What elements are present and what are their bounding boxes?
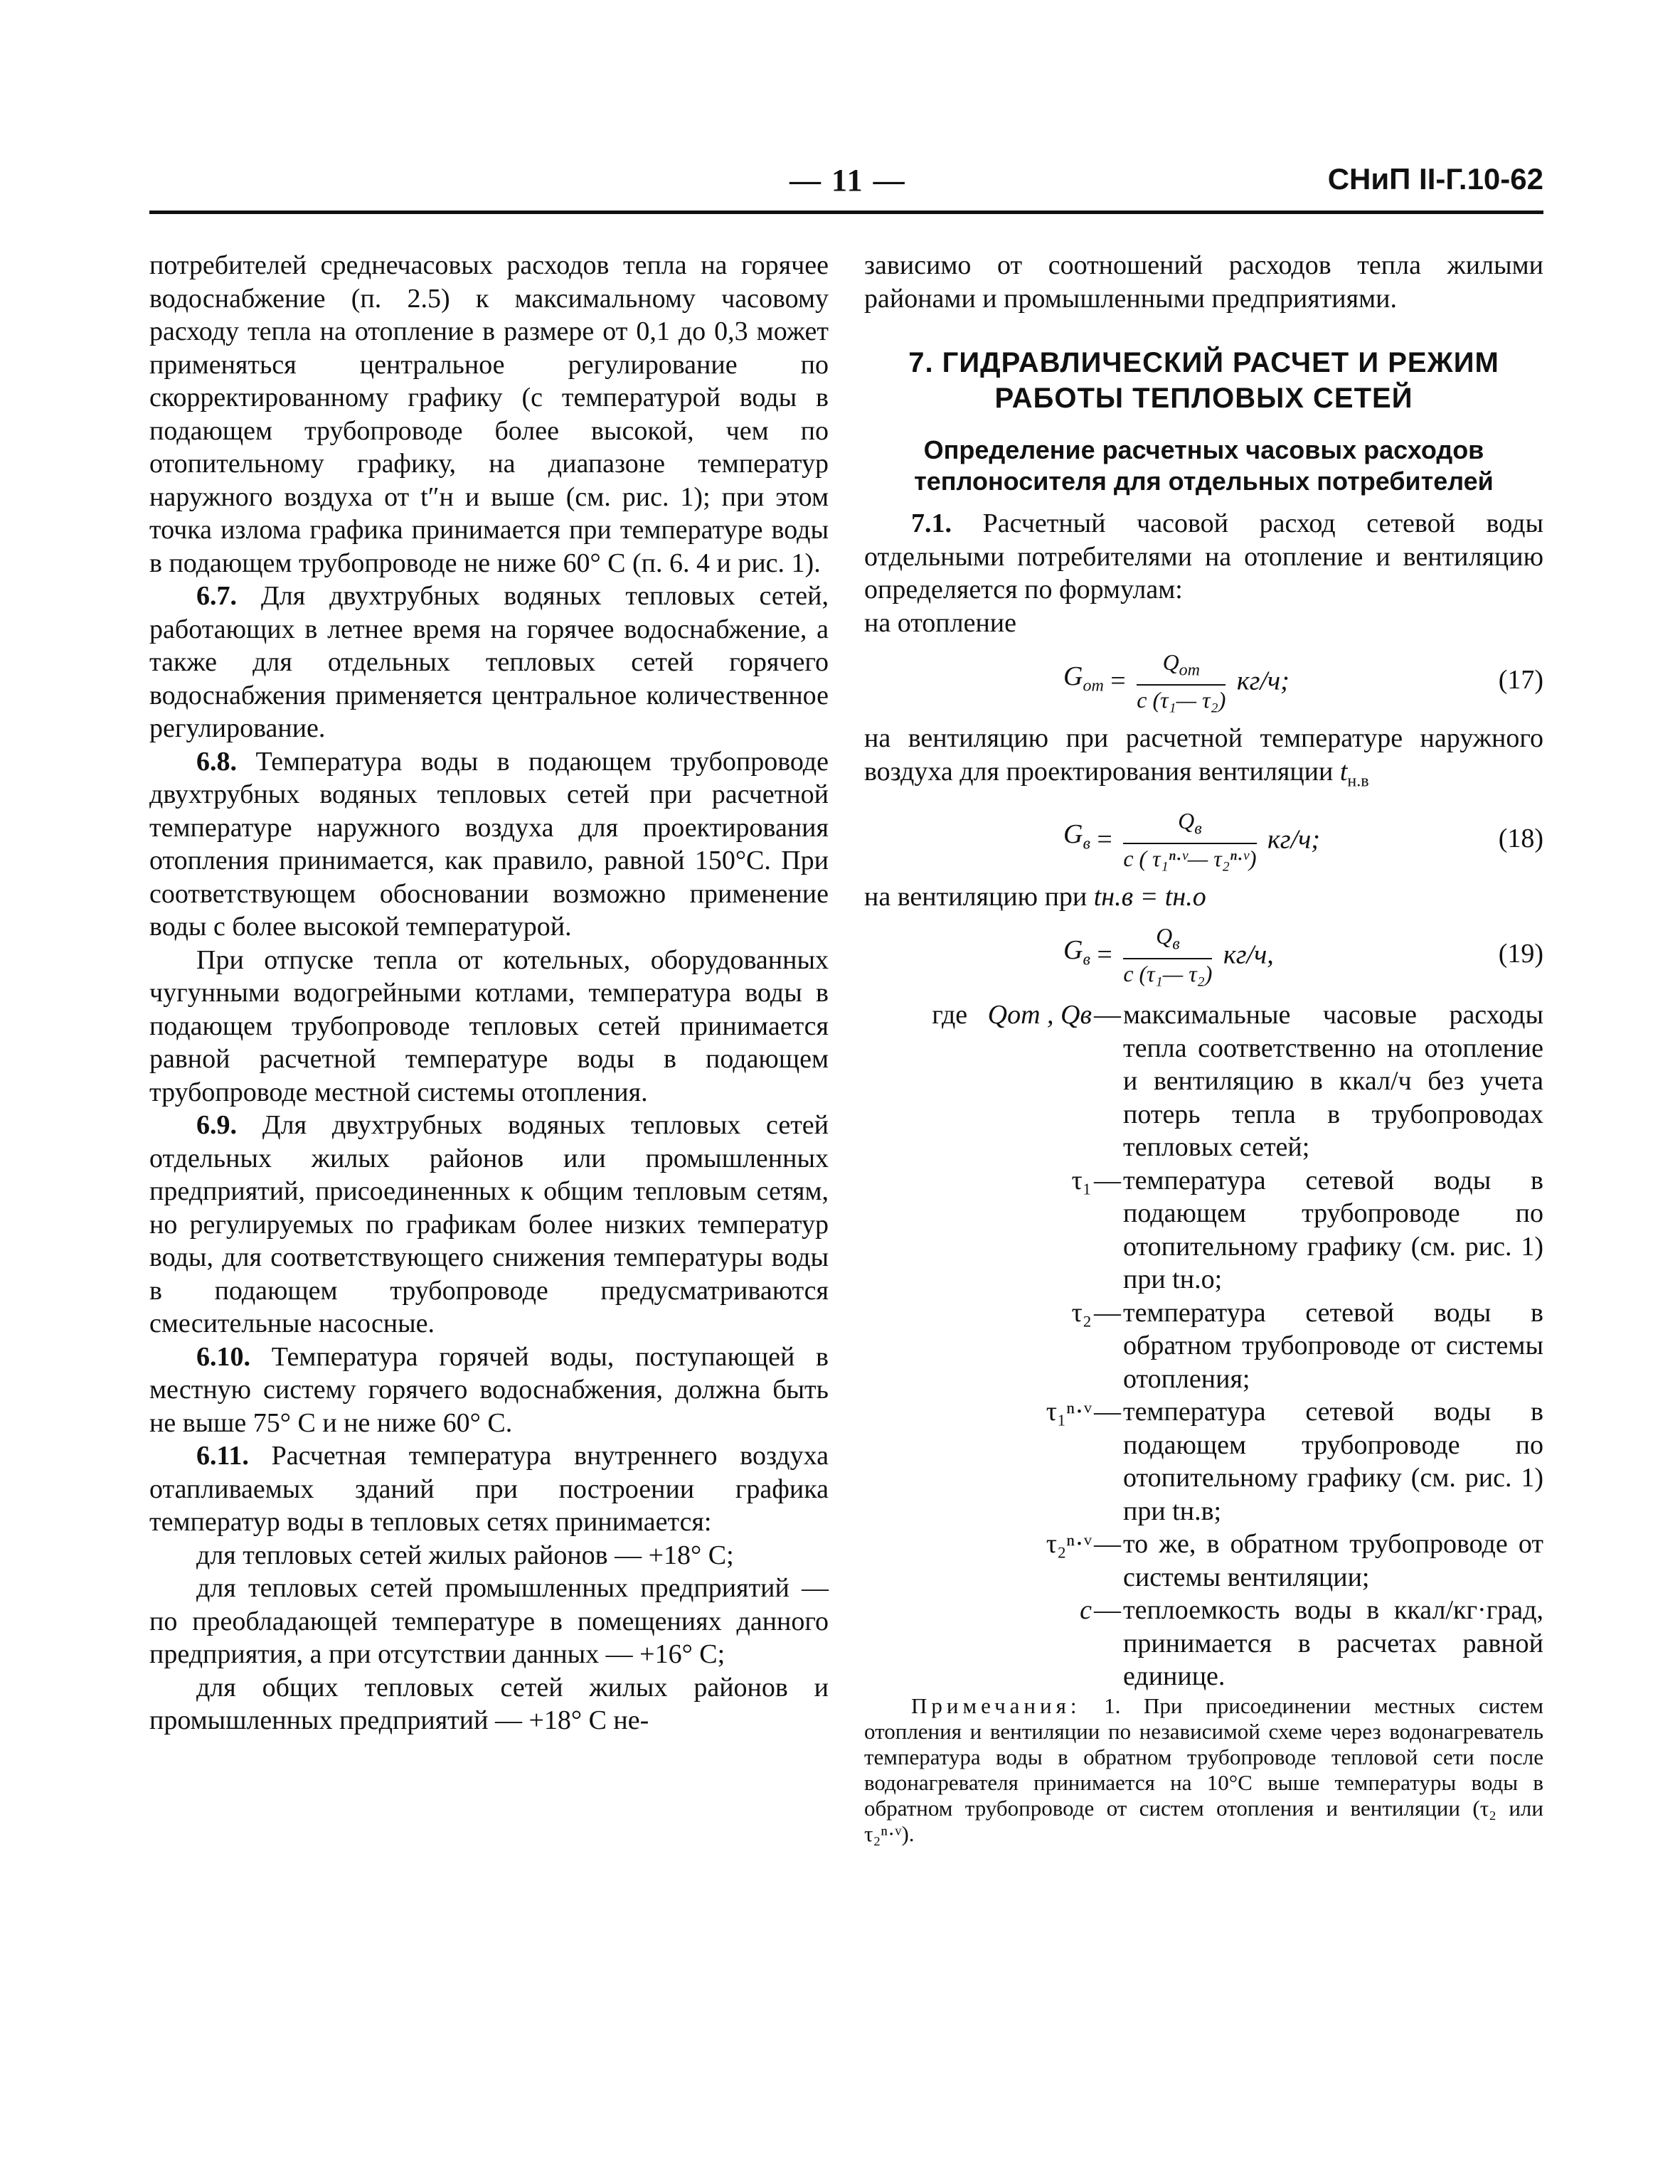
formula-18 — [864, 804, 1543, 875]
formula-expression: $G_в$ = $\frac{Q_в}{\text{c ( τ₁ⁿ·ᵛ— τ₂ⁿ·ᵛ)}}$ кг/ч; — [1063, 807, 1320, 871]
formula-lhs: $G_в$ — [1063, 819, 1090, 853]
formula-lhs: $G_в$ — [1063, 934, 1090, 969]
clause-text: Для двухтрубных водяных тепловых сетей отдельных жилых районов или промышленных предприятий, присоединенных к общим тепловым сетям, но регулируемых по графикам более низких температур воды, для соответствующего снижения температуры воды в подающем трубопроводе предусматриваются смесительные насосные. — [149, 1110, 829, 1338]
formula-caption: на отопление — [864, 607, 1017, 638]
definition-row: τ₁ — температура сетевой воды в подающем трубопроводе по отопительному графику (см. рис. 1) при tн.о; — [864, 1164, 1543, 1296]
header-rule — [149, 211, 1543, 214]
clause-6-10 — [149, 1341, 829, 1440]
subsection-title: Определение расчетных часовых расходов теплоносителя для отдельных потребителей — [914, 435, 1494, 496]
definition-symbol: τ₂ⁿ·ᵛ — [1046, 1529, 1092, 1560]
document-code: СНиП II-Г.10-62 — [1327, 162, 1543, 196]
list-item: для тепловых сетей жилых районов — +18° С; — [196, 1540, 734, 1570]
formula-caption: на вентиляцию при tн.в = tн.о — [864, 881, 1206, 912]
page-header — [149, 162, 1543, 212]
symbol-definitions — [864, 998, 1543, 1693]
where-label: где — [932, 1000, 968, 1030]
clause-number: 7.1. — [911, 508, 952, 538]
definition-row: τ₂ⁿ·ᵛ — то же, в обратном трубопроводе от системы вентиляции; — [864, 1528, 1543, 1594]
list-item: для общих тепловых сетей жилых районов и промышленных предприятий — +18° С не- — [149, 1672, 829, 1735]
definition-text: температура сетевой воды в обратном трубопроводе от системы отопления; — [1123, 1297, 1543, 1394]
paragraph-continued: потребителей среднечасовых расходов тепла на горячее водоснабжение (п. 2.5) к максимальному часовому расходу тепла на отопление в размере от 0,1 до 0,3 может применяться центральное регулирование по скорректированному графику (с температурой воды в подающем трубопроводе более высокой, чем по отопительному графику, на диапазоне температур наружного воздуха от t″н и выше (см. рис. 1); при этом точка излома графика принимается при температуре воды в подающем трубопроводе не ниже 60° С (п. 6. 4 и рис. 1). — [149, 250, 829, 578]
list-item: для тепловых сетей промышленных предприятий — по преобладающей температуре в помещениях данного предприятия, а при отсутствии данных — +16° С; — [149, 1573, 829, 1669]
formula-fraction: $\frac{Q_{от}}{\text{c (τ₁— τ₂)}}$ — [1137, 649, 1226, 713]
definition-symbol: τ₂ — [1071, 1297, 1092, 1328]
definition-symbol: τ₁ — [1071, 1165, 1092, 1195]
clause-number: 6.8. — [196, 746, 237, 777]
formula-expression: $G_{от}$ = $\frac{Q_{от}}{\text{c (τ₁— τ₂)}}$ кг/ч; — [1063, 649, 1290, 713]
left-column — [149, 249, 829, 1737]
clause-number: 6.10. — [196, 1341, 250, 1372]
formula-fraction: $\frac{Q_в}{\text{c (τ₁— τ₂)}}$ — [1123, 923, 1213, 987]
definition-text: температура сетевой воды в подающем трубопроводе по отопительному графику (см. рис. 1) при tн.в; — [1123, 1397, 1543, 1526]
formula-number: (19) — [1498, 939, 1543, 969]
note-label: Примечания: — [911, 1693, 1081, 1718]
formula-fraction: $\frac{Q_в}{\text{c ( τ₁ⁿ·ᵛ— τ₂ⁿ·ᵛ)}}$ — [1123, 807, 1257, 871]
clause-text: Расчетный часовой расход сетевой воды отдельными потребителями на отопление и вентиляцию определяется по формулам: — [864, 508, 1544, 604]
paragraph-continued: зависимо от соотношений расходов тепла жилыми районами и промышленными предприятиями. — [864, 250, 1543, 314]
formula-caption: на вентиляцию при расчетной температуре наружного воздуха для проектирования вентиляции $t_{н.в}$ — [864, 723, 1543, 791]
definition-symbol: τ₁ⁿ·ᵛ — [1046, 1397, 1092, 1427]
clause-6-9 — [149, 1109, 829, 1341]
clause-text: Для двухтрубных водяных тепловых сетей, работающих в летнее время на горячее водоснабжение, а также для отдельных тепловых сетей горячего водоснабжения применяется центральное количественное регулирование. — [149, 581, 829, 743]
clause-6-8-cont: При отпуске тепла от котельных, оборудованных чугунными водогрейными котлами, температура воды в подающем трубопроводе тепловых сетей принимается равной расчетной температуре воды в подающем трубопроводе местной системы отопления. — [149, 944, 829, 1107]
formula-19 — [864, 919, 1543, 990]
section-title: 7. ГИДРАВЛИЧЕСКИЙ РАСЧЕТ И РЕЖИМ РАБОТЫ ТЕПЛОВЫХ СЕТЕЙ — [908, 347, 1499, 414]
clause-number: 6.7. — [196, 581, 237, 611]
definition-text: максимальные часовые расходы тепла соответственно на отопление и вентиляцию в ккал/ч без учета потерь тепла в трубопроводах тепловых сетей; — [1123, 1000, 1543, 1163]
formula-lhs: $G_{от}$ — [1063, 661, 1104, 696]
definition-symbol: Qот , Qв — [987, 1000, 1092, 1030]
clause-text: Расчетная температура внутреннего воздуха отапливаемых зданий при построении графика температур воды в тепловых сетях принимается: — [149, 1441, 829, 1537]
note-text: 1. При присоединении местных систем отопления и вентиляции по независимой схеме через водонагреватель температура воды в обратном трубопроводе тепловой сети после водонагревателя принимается на 10°С выше температуры воды в обратном трубопроводе от систем отопления и вентиляции (τ₂ или τ₂ⁿ·ᵛ). — [864, 1693, 1544, 1846]
clause-number: 6.11. — [196, 1441, 249, 1471]
formula-number: (17) — [1498, 665, 1543, 695]
page-number: — 11 — — [790, 163, 906, 198]
definition-symbol: c — [1080, 1595, 1092, 1626]
formula-expression: $G_в$ = $\frac{Q_в}{\text{c (τ₁— τ₂)}}$ кг/ч, — [1063, 923, 1274, 987]
clause-6-8 — [149, 745, 829, 944]
formula-number: (18) — [1498, 823, 1543, 853]
right-column — [864, 249, 1543, 1847]
definition-text: температура сетевой воды в подающем трубопроводе по отопительному графику (см. рис. 1) при tн.о; — [1123, 1165, 1543, 1295]
clause-6-7 — [149, 580, 829, 745]
formula-17 — [864, 645, 1543, 716]
definition-row: c — теплоемкость воды в ккал/кг·град, принимается в расчетах равной единице. — [864, 1594, 1543, 1693]
clause-number: 6.9. — [196, 1110, 237, 1140]
clause-text: Температура воды в подающем трубопроводе двухтрубных водяных тепловых сетей при расчетной температуре наружного воздуха для проектирования отопления принимается, как правило, равной 150°С. При соответствующем обосновании возможно применение воды с более высокой температурой. — [149, 746, 829, 942]
clause-7-1 — [864, 507, 1543, 607]
clause-6-11 — [149, 1439, 829, 1539]
footnote — [864, 1693, 1543, 1847]
definition-row: τ₂ — температура сетевой воды в обратном трубопроводе от системы отопления; — [864, 1296, 1543, 1396]
definition-row: τ₁ⁿ·ᵛ — температура сетевой воды в подающем трубопроводе по отопительному графику (см. рис. 1) при tн.в; — [864, 1395, 1543, 1528]
definition-row: где Qот , Qв — максимальные часовые расходы тепла соответственно на отопление и вентиляцию в ккал/ч без учета потерь тепла в трубопроводах тепловых сетей; — [864, 998, 1543, 1164]
definition-text: теплоемкость воды в ккал/кг·град, принимается в расчетах равной единице. — [1123, 1595, 1543, 1692]
clause-text: Температура горячей воды, поступающей в местную систему горячего водоснабжения, должна быть не выше 75° С и не ниже 60° С. — [149, 1341, 829, 1438]
definition-text: то же, в обратном трубопроводе от системы вентиляции; — [1123, 1529, 1543, 1592]
